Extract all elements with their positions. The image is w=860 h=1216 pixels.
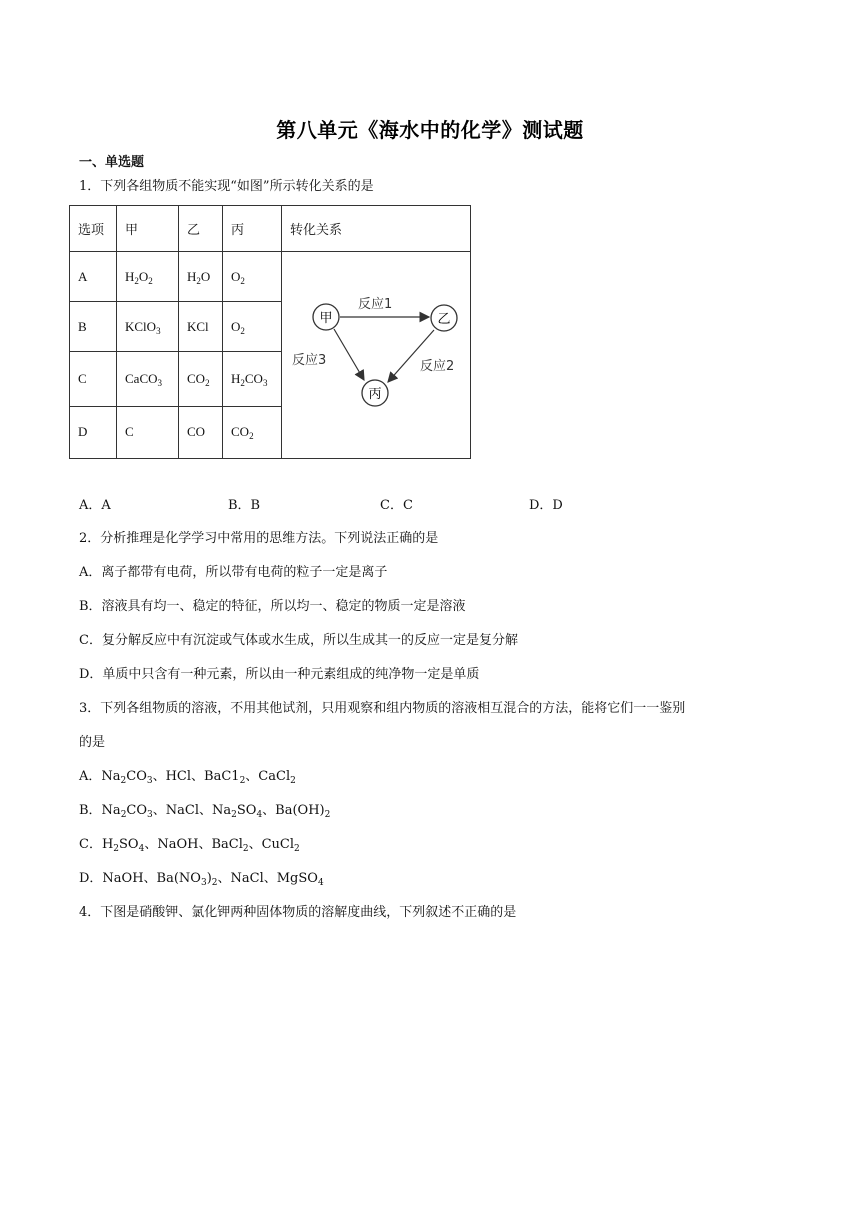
row-bing: $CO_2$ (223, 406, 282, 458)
arrow-reaction-3 (334, 329, 364, 380)
reaction-2-label: 反应2 (420, 359, 455, 374)
question-1-option-b[interactable]: B．B (228, 498, 261, 513)
question-1-option-a[interactable]: A．A (79, 498, 111, 513)
header-relation: 转化关系 (282, 206, 471, 252)
question-3-option-a[interactable]: A．$Na_2CO_3$、HCl、$BaC1_2$、CaCl$_2$ (79, 769, 296, 786)
question-2-stem: 2．分析推理是化学学习中常用的思维方法。下列说法正确的是 (79, 531, 439, 546)
table-row (70, 252, 471, 302)
table-header-row (70, 206, 471, 252)
question-2-option-d[interactable]: D．单质中只含有一种元素，所以由一种元素组成的纯净物一定是单质 (79, 667, 480, 682)
row-jia: $H_2O_2$ (117, 252, 179, 302)
row-bing: $H_2CO_3$ (223, 352, 282, 406)
question-3-option-c[interactable]: C．$H_2SO_4$、NaOH、BaCl$_2$、CuCl$_2$ (79, 837, 300, 854)
question-1-table (69, 205, 471, 459)
row-yi: $H_2O$ (179, 252, 223, 302)
row-yi: $CO_2$ (179, 352, 223, 406)
question-3-option-b[interactable]: B．$Na_2CO_3$、NaCl、$Na_2SO_4$、$Ba(OH)_2$ (79, 803, 331, 820)
question-2-option-a[interactable]: A．离子都带有电荷，所以带有电荷的粒子一定是离子 (79, 565, 388, 580)
question-4-stem: 4．下图是硝酸钾、氯化钾两种固体物质的溶解度曲线，下列叙述不正确的是 (79, 905, 517, 920)
conversion-diagram (282, 252, 471, 459)
question-1-stem: 1．下列各组物质不能实现“如图”所示转化关系的是 (79, 179, 374, 194)
header-bing: 丙 (223, 206, 282, 252)
row-bing: $O_2$ (223, 302, 282, 352)
row-option: A (70, 252, 117, 302)
reaction-1-label: 反应1 (358, 297, 393, 312)
header-jia: 甲 (117, 206, 179, 252)
question-2-option-c[interactable]: C．复分解反应中有沉淀或气体或水生成，所以生成其一的反应一定是复分解 (79, 633, 518, 648)
question-3-stem-line-1: 3．下列各组物质的溶液，不用其他试剂，只用观察和组内物质的溶液相互混合的方法，能将它们一一鉴别 (79, 701, 686, 716)
header-option: 选项 (70, 206, 117, 252)
question-3-stem-line-2: 的是 (79, 735, 106, 750)
node-yi-label: 乙 (437, 312, 451, 327)
conversion-diagram-svg (282, 252, 470, 454)
row-jia: C (117, 406, 179, 458)
row-jia: CaCO$_3$ (117, 352, 179, 406)
section-heading: 一、单选题 (79, 155, 145, 170)
question-3-option-d[interactable]: D．NaOH、$Ba(NO_3)_2$、NaCl、MgSO$_4$ (79, 871, 324, 888)
question-1-option-c[interactable]: C．C (380, 498, 413, 513)
row-yi: KCl (179, 302, 223, 352)
row-jia: KClO$_3$ (117, 302, 179, 352)
reaction-3-label: 反应3 (292, 353, 327, 368)
row-yi: CO (179, 406, 223, 458)
question-1-option-d[interactable]: D．D (529, 498, 563, 513)
node-jia-label: 甲 (319, 311, 333, 326)
row-option: C (70, 352, 117, 406)
header-yi: 乙 (179, 206, 223, 252)
row-option: D (70, 406, 117, 458)
page-title: 第八单元《海水中的化学》测试题 (276, 118, 584, 142)
arrow-reaction-2 (388, 330, 434, 382)
row-bing: $O_2$ (223, 252, 282, 302)
node-bing-label: 丙 (368, 387, 382, 402)
row-option: B (70, 302, 117, 352)
question-2-option-b[interactable]: B．溶液具有均一、稳定的特征，所以均一、稳定的物质一定是溶液 (79, 599, 466, 614)
